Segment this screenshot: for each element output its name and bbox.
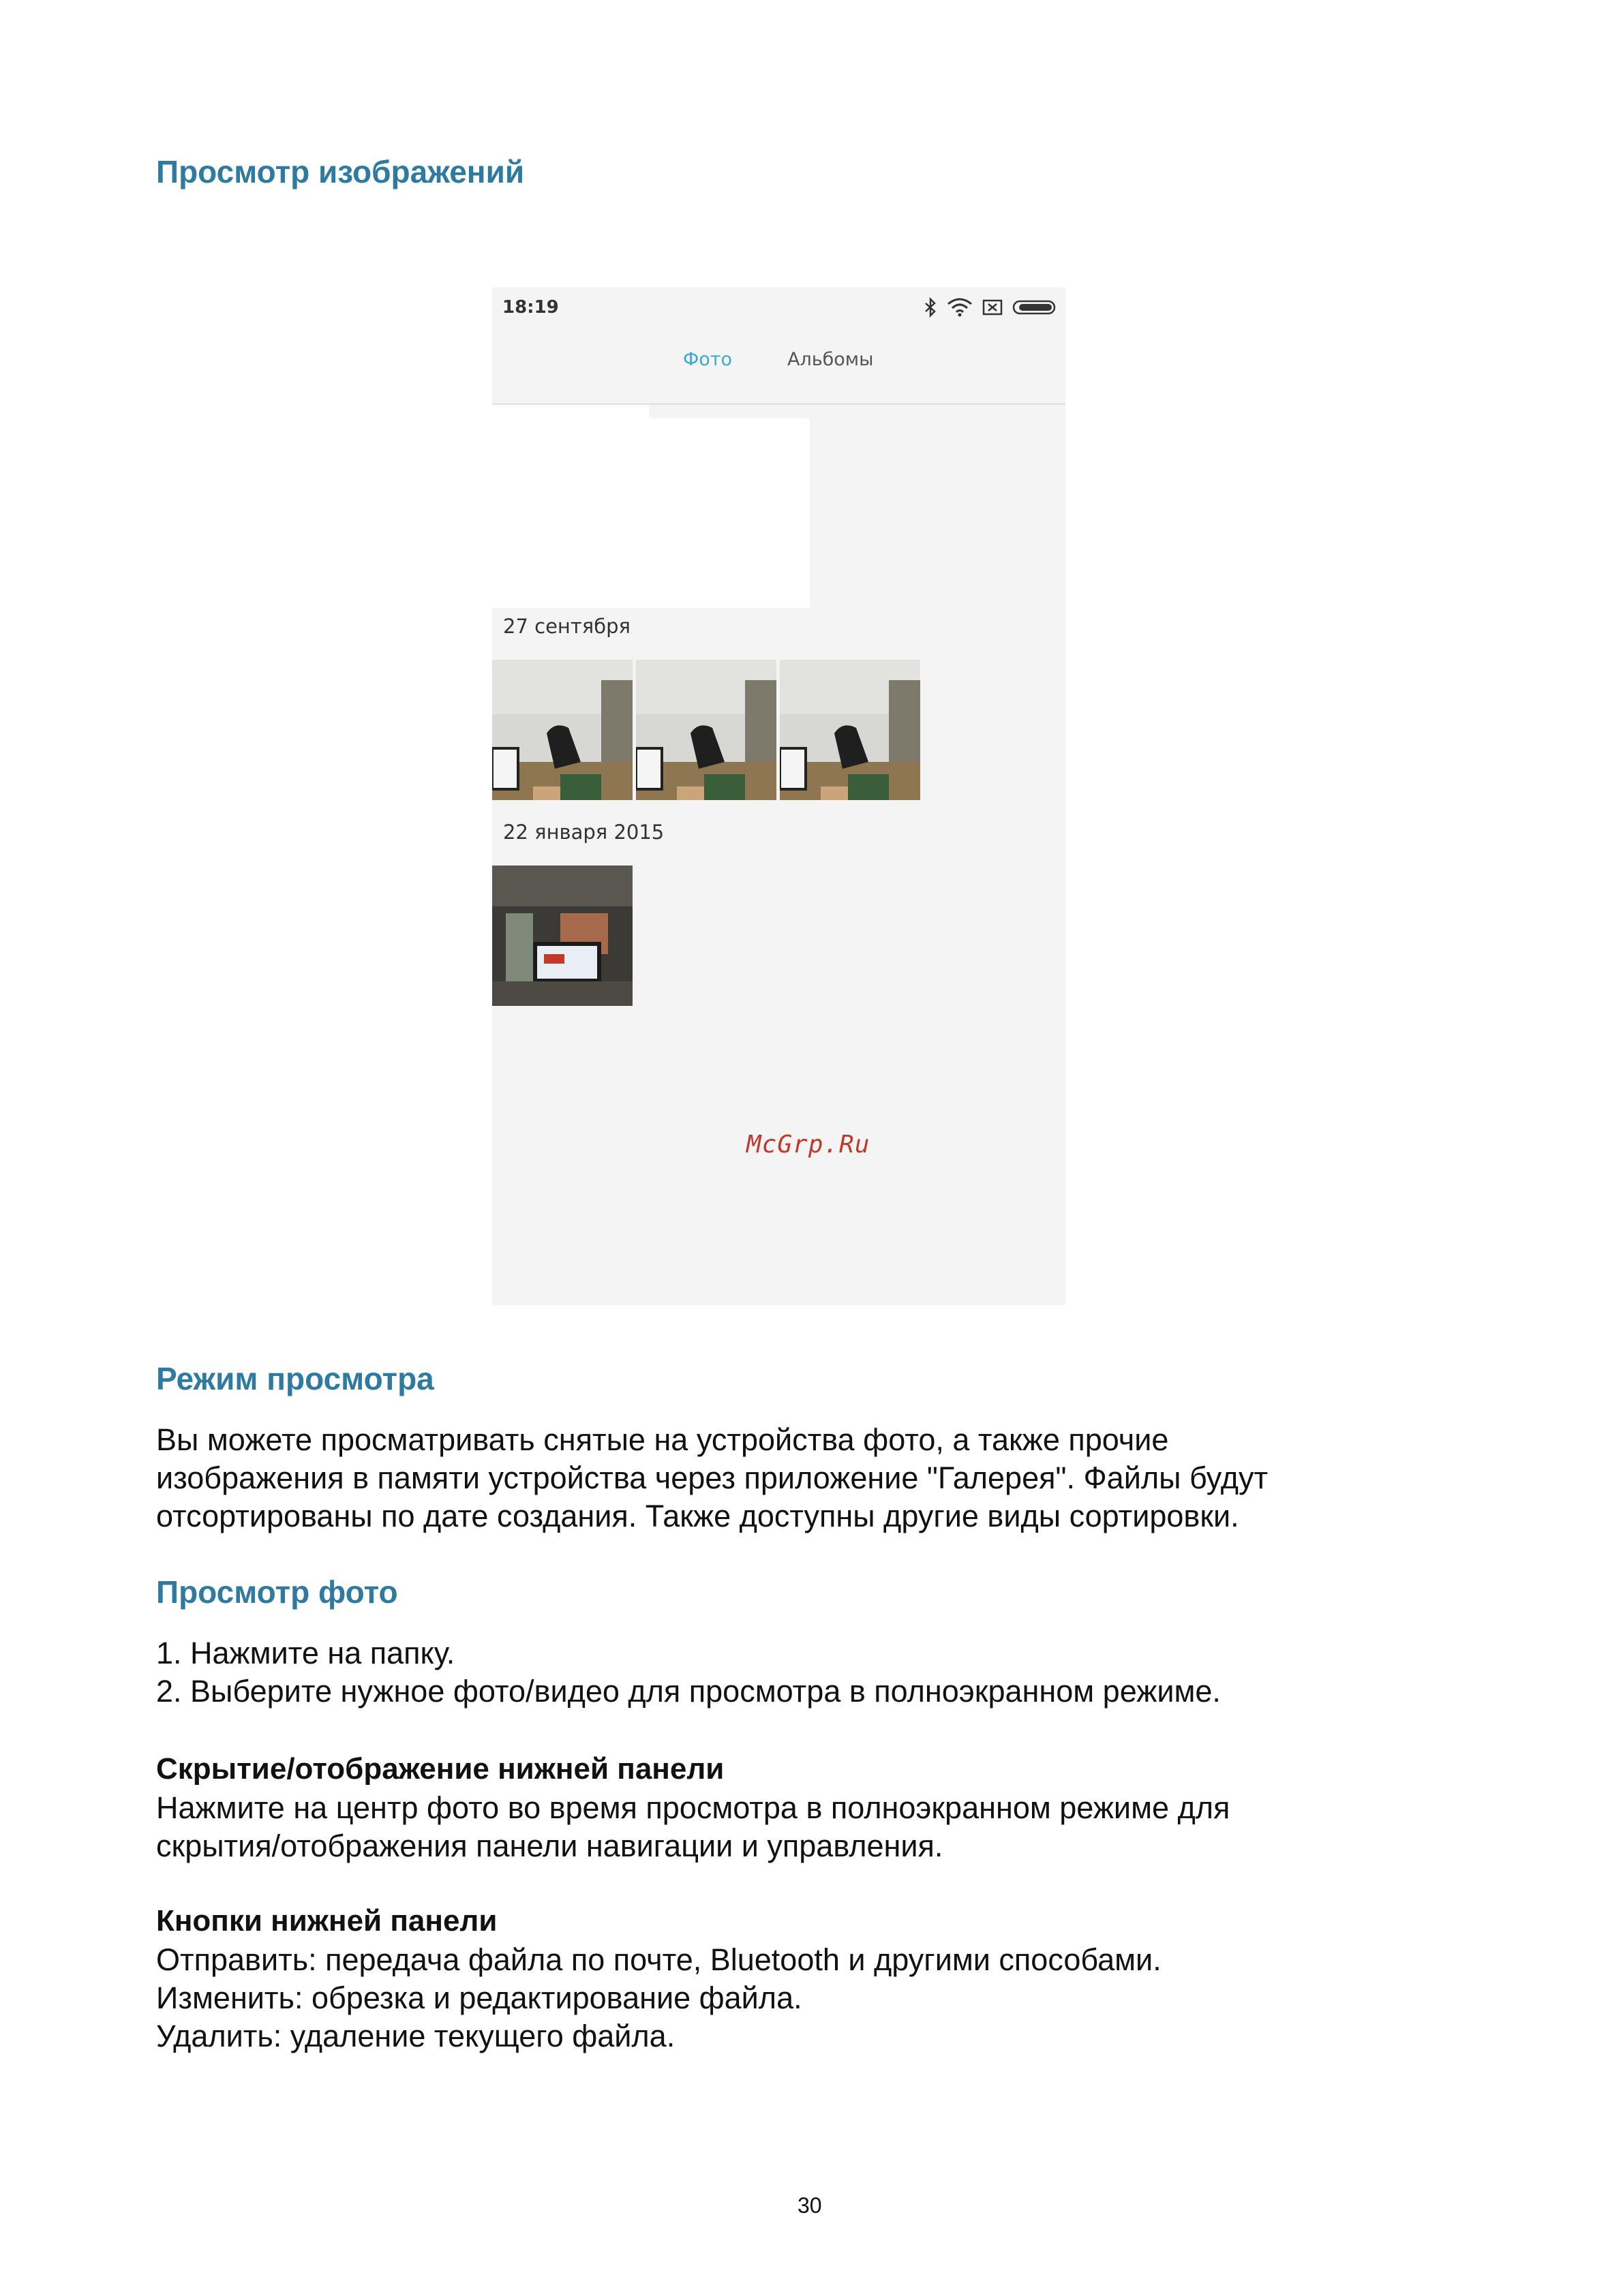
page-title: Просмотр изображений: [156, 154, 525, 189]
blank-thumbnail: [492, 418, 810, 608]
photo-thumbnail[interactable]: [780, 660, 920, 800]
wifi-icon: [947, 297, 973, 318]
photo-thumbnail[interactable]: [636, 660, 776, 800]
paragraph-line: Удалить: удаление текущего файла.: [156, 2019, 676, 2053]
battery-icon: [1012, 297, 1057, 318]
section-heading: Просмотр фото: [156, 1574, 398, 1610]
status-bar: [492, 288, 1065, 328]
gallery-tabs: [492, 328, 1065, 405]
paragraph-line: скрытия/отображения панели навигации и управления.: [156, 1828, 943, 1863]
date-header: 22 января 2015: [503, 821, 665, 844]
no-sim-icon: [982, 297, 1003, 318]
watermark: McGrp.Ru: [746, 1131, 870, 1159]
step-item: 2. Выберите нужное фото/видео для просмотра в полноэкранном режиме.: [156, 1674, 1221, 1709]
paragraph-line: Вы можете просматривать снятые на устройства фото, а также прочие: [156, 1422, 1169, 1457]
photo-thumbnail[interactable]: [492, 660, 633, 800]
paragraph-line: Нажмите на центр фото во время просмотра в полноэкранном режиме для: [156, 1790, 1230, 1825]
step-item: 1. Нажмите на папку.: [156, 1636, 455, 1670]
section-heading: Режим просмотра: [156, 1361, 434, 1396]
gallery-screenshot: [492, 288, 1065, 1305]
paragraph-line: изображения в памяти устройства через приложение "Галерея". Файлы будут: [156, 1460, 1269, 1495]
blank-area: [492, 405, 649, 418]
tab-albums[interactable]: Альбомы: [787, 349, 874, 370]
status-time: 18:19: [502, 297, 559, 318]
paragraph-line: отсортированы по дате создания. Также доступны другие виды сортировки.: [156, 1499, 1239, 1533]
paragraph-line: Изменить: обрезка и редактирование файла.: [156, 1980, 802, 2015]
paragraph-line: Отправить: передача файла по почте, Bluetooth и другими способами.: [156, 1942, 1162, 1977]
date-header: 27 сентября: [503, 615, 631, 638]
tab-photos[interactable]: Фото: [683, 349, 733, 370]
photo-thumbnail[interactable]: [492, 866, 633, 1006]
subheading: Кнопки нижней панели: [156, 1904, 498, 1938]
page-number: 30: [798, 2193, 822, 2218]
bluetooth-icon: [924, 297, 937, 318]
subheading: Скрытие/отображение нижней панели: [156, 1752, 725, 1786]
